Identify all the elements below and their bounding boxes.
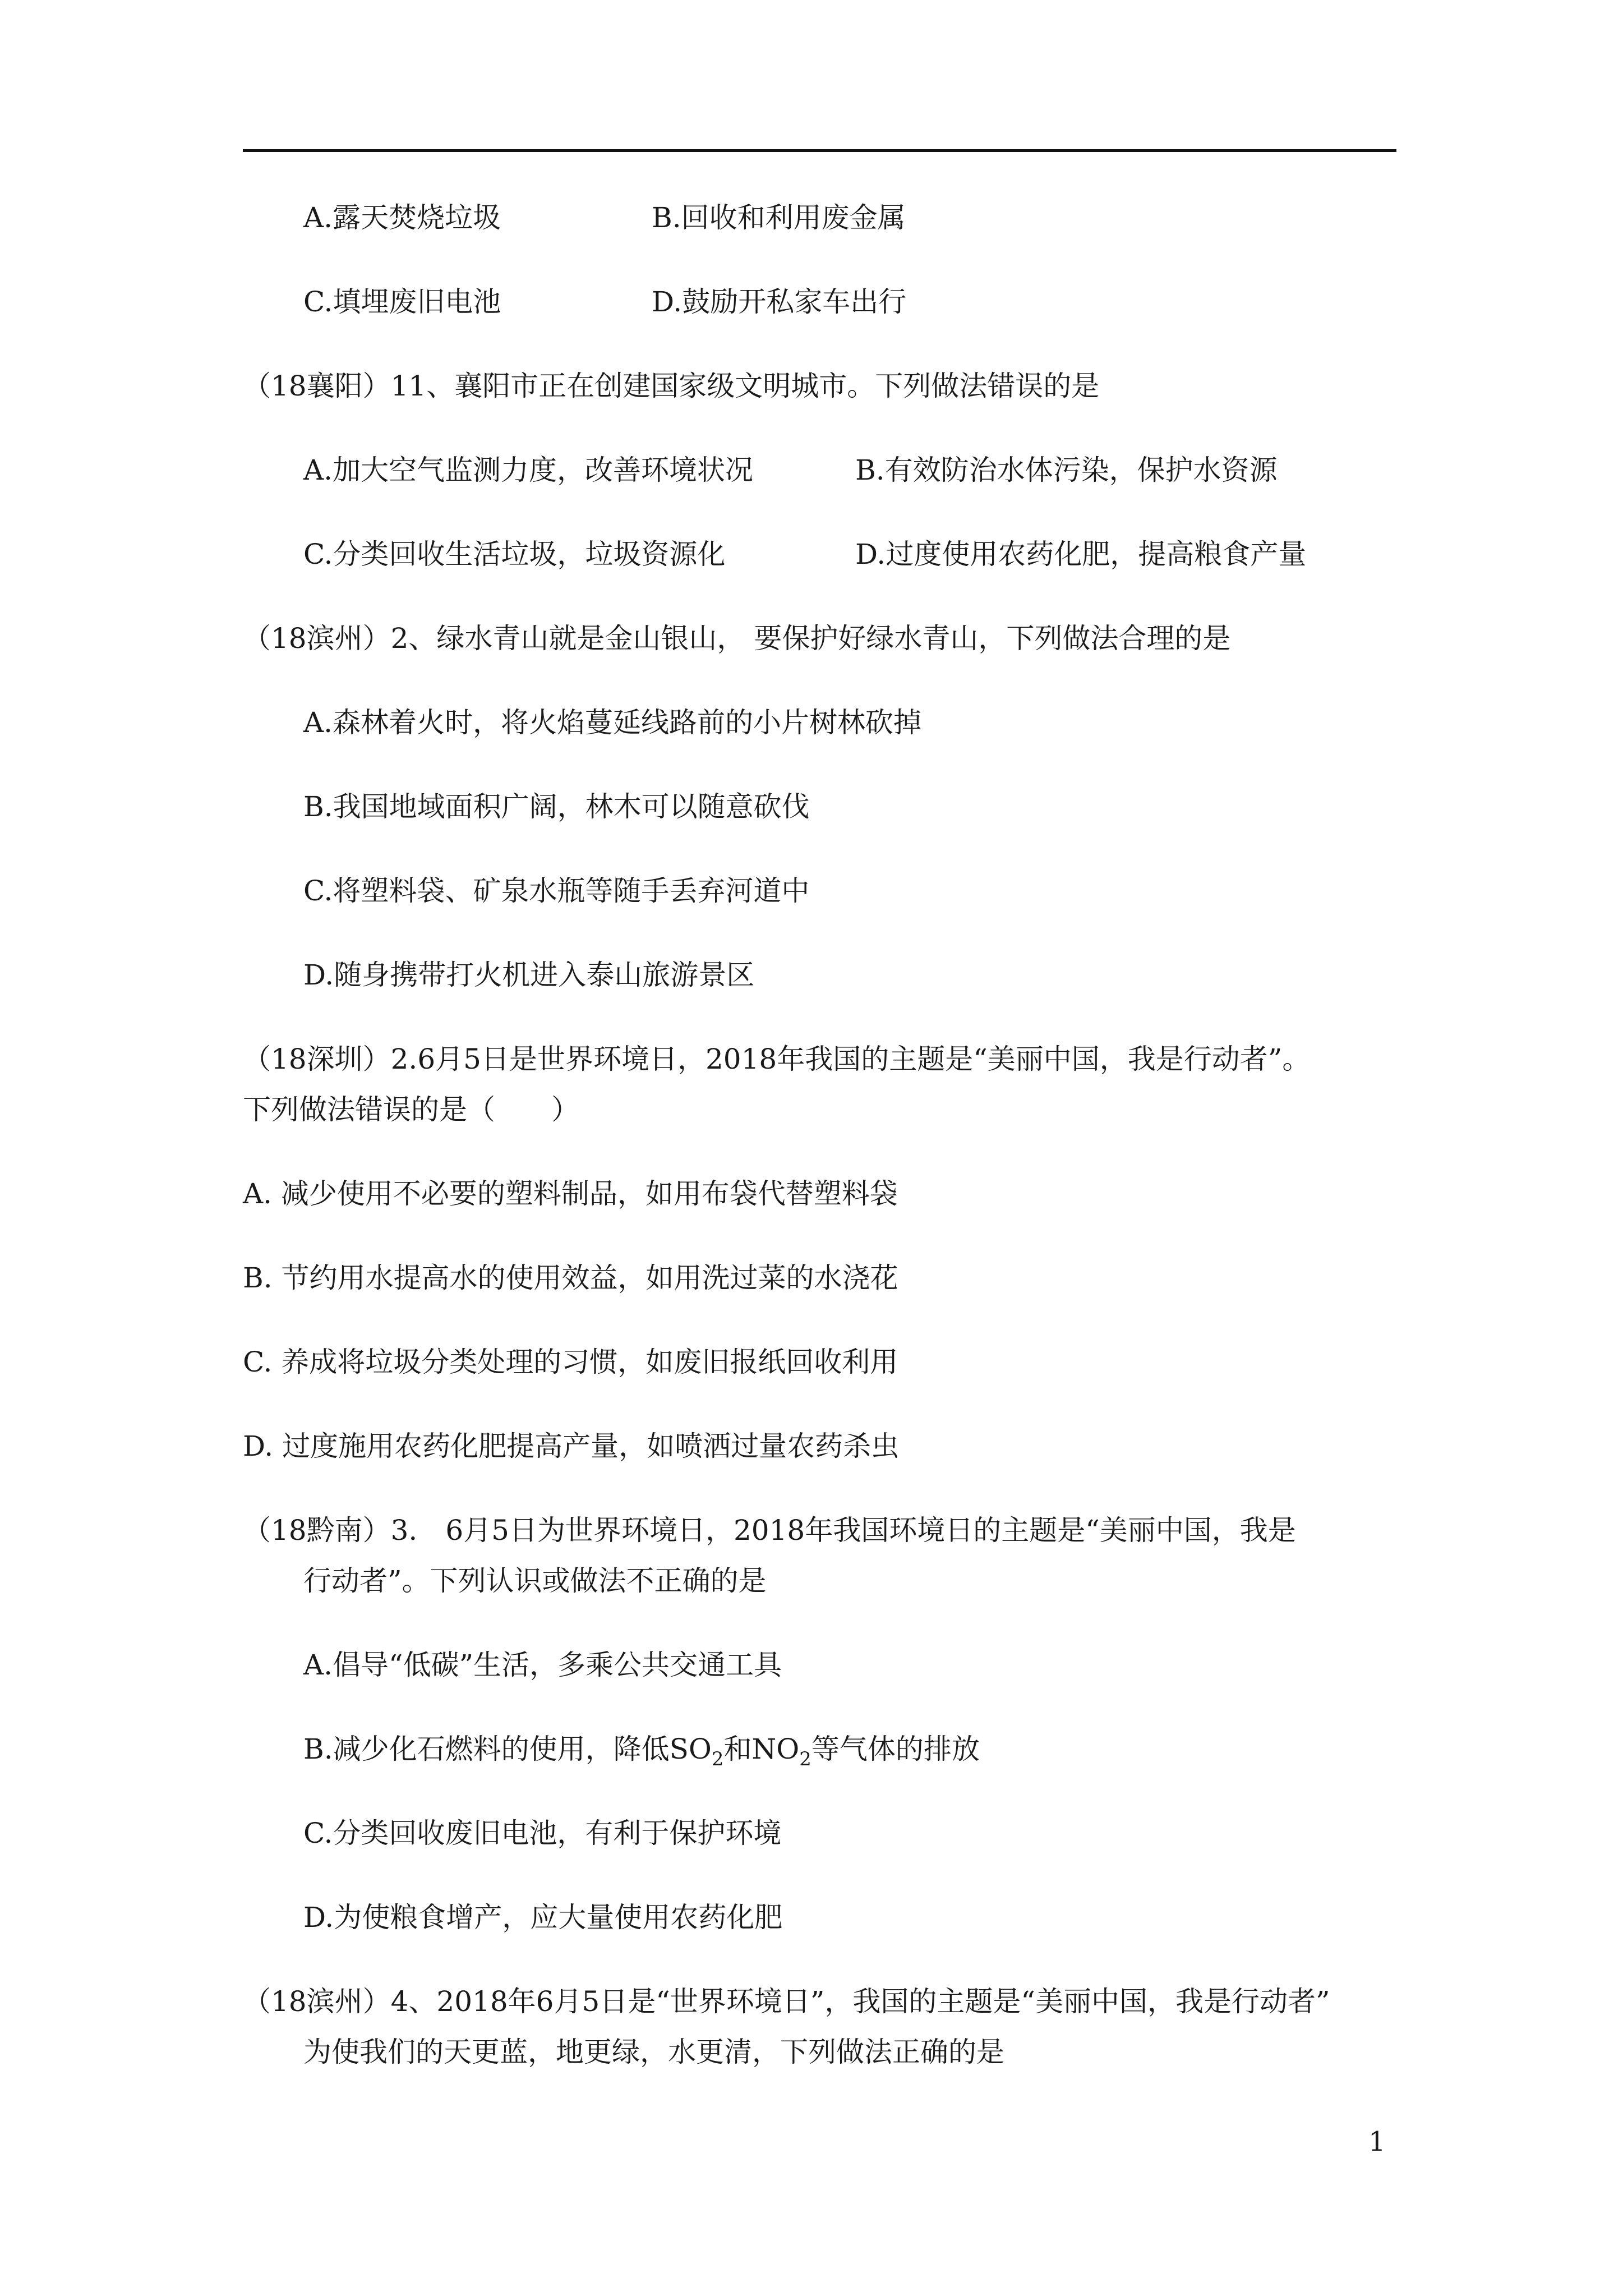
subscript: 2 bbox=[799, 1748, 811, 1770]
option-d: D.为使粮食增产，应大量使用农药化肥 bbox=[303, 1901, 783, 1934]
option-a: A. 减少使用不必要的塑料制品，如用布袋代替塑料袋 bbox=[243, 1177, 898, 1210]
question-stem-line1: （18黔南）3. 6月5日为世界环境日，2018年我国环境日的主题是“美丽中国，我是 bbox=[243, 1514, 1296, 1547]
subscript: 2 bbox=[711, 1748, 724, 1770]
option-c: C.将塑料袋、矿泉水瓶等随手丢弃河道中 bbox=[303, 875, 810, 907]
option-b-text: 等气体的排放 bbox=[811, 1733, 980, 1765]
question-stem: （18襄阳）11、襄阳市正在创建国家级文明城市。下列做法错误的是 bbox=[243, 370, 1100, 402]
question-stem: （18滨州）2、绿水青山就是金山银山， 要保护好绿水青山，下列做法合理的是 bbox=[243, 622, 1231, 655]
question-stem-line2: 下列做法错误的是（ ） bbox=[243, 1093, 579, 1126]
option-d: D. 过度施用农药化肥提高产量，如喷洒过量农药杀虫 bbox=[243, 1430, 900, 1462]
option-b: B.回收和利用废金属 bbox=[652, 201, 906, 234]
option-a: A.倡导“低碳”生活，多乘公共交通工具 bbox=[303, 1649, 782, 1681]
option-b bbox=[303, 1732, 980, 1776]
question-stem-line1: （18滨州）4、2018年6月5日是“世界环境日”，我国的主题是“美丽中国，我是行动者” bbox=[243, 1985, 1330, 2018]
option-a: A.加大空气监测力度，改善环境状况 bbox=[303, 454, 754, 486]
option-c: C.填埋废旧电池 bbox=[303, 286, 501, 318]
option-b-text: B.减少化石燃料的使用，降低SO bbox=[303, 1733, 712, 1765]
option-a: A.露天焚烧垃圾 bbox=[303, 201, 501, 234]
option-c: C. 养成将垃圾分类处理的习惯，如废旧报纸回收利用 bbox=[243, 1346, 898, 1378]
option-c: C.分类回收废旧电池，有利于保护环境 bbox=[303, 1817, 782, 1849]
option-a: A.森林着火时，将火焰蔓延线路前的小片树林砍掉 bbox=[303, 706, 922, 739]
question-stem-line2: 为使我们的天更蓝，地更绿，水更清，下列做法正确的是 bbox=[303, 2036, 1004, 2068]
page-number: 1 bbox=[1368, 2126, 1386, 2157]
option-c: C.分类回收生活垃圾，垃圾资源化 bbox=[303, 538, 726, 570]
option-d: D.鼓励开私家车出行 bbox=[652, 286, 907, 318]
option-b: B. 节约用水提高水的使用效益，如用洗过菜的水浇花 bbox=[243, 1262, 898, 1294]
question-stem-line1: （18深圳）2.6月5日是世界环境日，2018年我国的主题是“美丽中国，我是行动者”。 bbox=[243, 1043, 1311, 1075]
option-b: B.有效防治水体污染，保护水资源 bbox=[855, 454, 1278, 486]
option-b: B.我国地域面积广阔，林木可以随意砍伐 bbox=[303, 790, 810, 823]
question-stem-line2: 行动者”。下列认识或做法不正确的是 bbox=[303, 1565, 767, 1597]
option-b-text: 和NO bbox=[723, 1733, 800, 1765]
option-d: D.过度使用农药化肥，提高粮食产量 bbox=[855, 538, 1307, 570]
option-d: D.随身携带打火机进入泰山旅游景区 bbox=[303, 959, 755, 991]
header-rule bbox=[243, 149, 1396, 152]
